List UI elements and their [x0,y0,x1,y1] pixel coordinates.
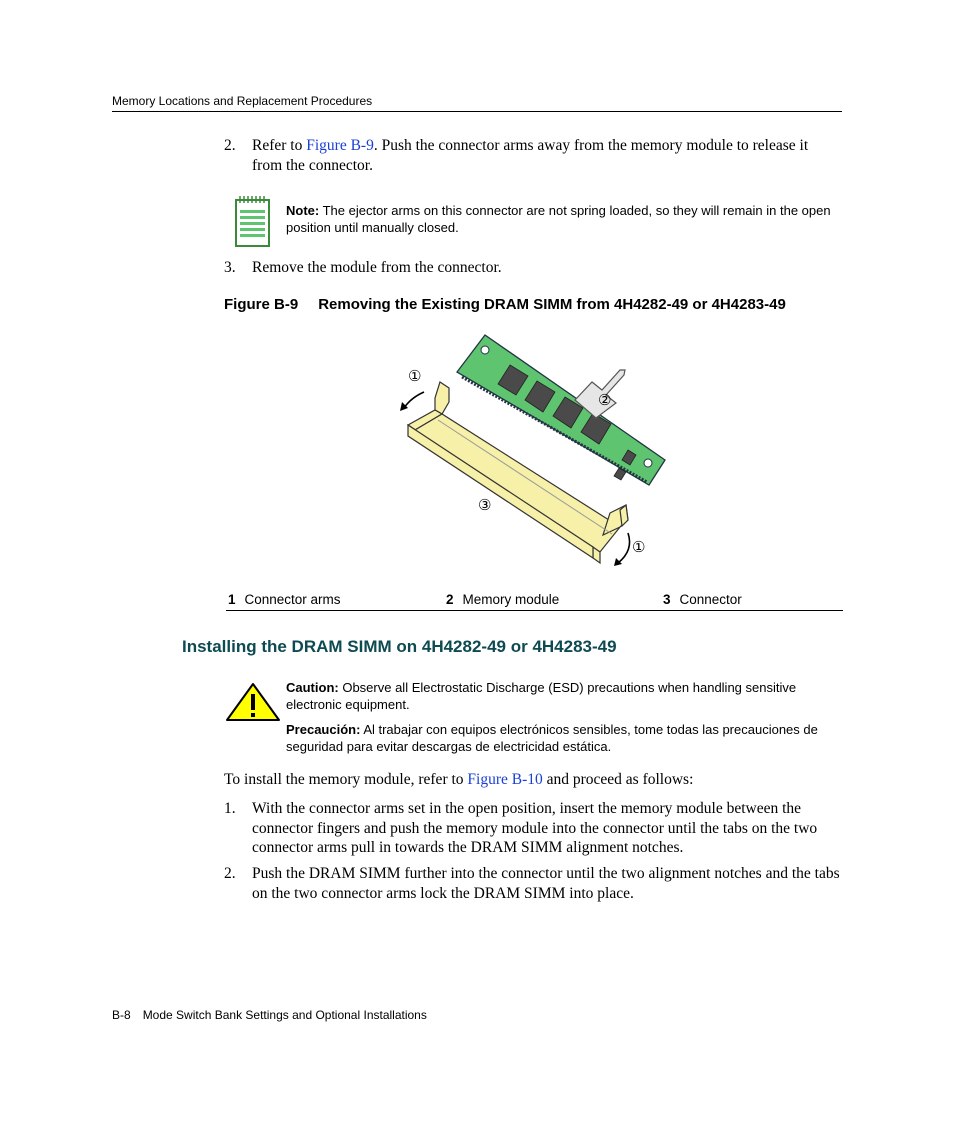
caution-text: Observe all Electrostatic Discharge (ESD) precautions when handling sensitive electronic equipment. [286,680,797,712]
figure-title [224,296,786,313]
caution-icon [225,682,281,722]
note-label: Note: [286,203,320,218]
page-number: B-8 [112,1008,131,1022]
step-number: 3. [224,259,236,276]
step-item [224,258,844,278]
precaucion-text: Al trabajar con equipos electrónicos sensibles, tome todas las precauciones de seguridad para evitar descargas de electricidad estática. [286,722,818,754]
section-heading: Installing the DRAM SIMM on 4H4282-49 or 4H4283-49 [182,637,617,656]
dram-removal-illustration [390,330,680,580]
note-text: The ejector arms on this connector are not spring loaded, so they will remain in the open position until manually closed. [286,203,831,235]
callout-3: ③ [478,496,492,514]
step-text [252,136,842,175]
step-text: Remove the module from the connector. [252,259,502,276]
legend-rule [226,610,843,611]
footer [112,1008,427,1022]
step-item [224,136,844,176]
header-rule [112,111,842,112]
figure-b9-link[interactable]: Figure B-9 [306,137,374,154]
caution-label: Caution: [286,680,339,695]
intro-prefix: To install the memory module, refer to [224,771,468,788]
precaucion-label: Precaución: [286,722,361,737]
figure-id: Figure B-9 [224,296,299,313]
legend-item: 3 Connector [663,592,742,607]
step-text-prefix: Refer to [252,137,307,154]
step-text: With the connector arms set in the open position, insert the memory module between the connector fingers and push the memory module into the connector until the tabs on the two connector arms pull in towards the DRAM SIMM alignment notches. [252,800,818,856]
footer-title: Mode Switch Bank Settings and Optional Installations [142,1008,427,1022]
note-icon [232,194,272,248]
step-text-suffix: . Push the connector arms away from the memory module to release it from the connector. [252,137,809,174]
figure-b10-link[interactable]: Figure B-10 [467,771,543,788]
running-header: Memory Locations and Replacement Procedures [112,94,373,108]
step-number: 2. [224,137,236,154]
step-number: 2. [224,865,236,882]
intro-paragraph [224,770,844,790]
callout-2: ② [598,391,612,409]
arm-arrow-icon [404,392,424,408]
caution-spanish [286,721,846,755]
figure-legend [226,592,842,610]
intro-suffix: and proceed as follows: [542,771,694,788]
callout-1: ① [408,367,422,385]
step-item [224,864,844,904]
step-number: 1. [224,800,236,817]
legend-item: 1 Connector arms [228,592,341,607]
note [286,202,846,236]
step-text: Push the DRAM SIMM further into the connector until the two alignment notches and the tabs on the two connector arms lock the DRAM SIMM into place. [252,865,840,902]
figure-caption: Removing the Existing DRAM SIMM from 4H4282-49 or 4H4283-49 [318,296,786,313]
legend-item: 2 Memory module [446,592,560,607]
callout-1: ① [632,538,646,556]
arm-arrow-icon [618,533,630,563]
caution [286,679,846,713]
step-item [224,799,844,859]
